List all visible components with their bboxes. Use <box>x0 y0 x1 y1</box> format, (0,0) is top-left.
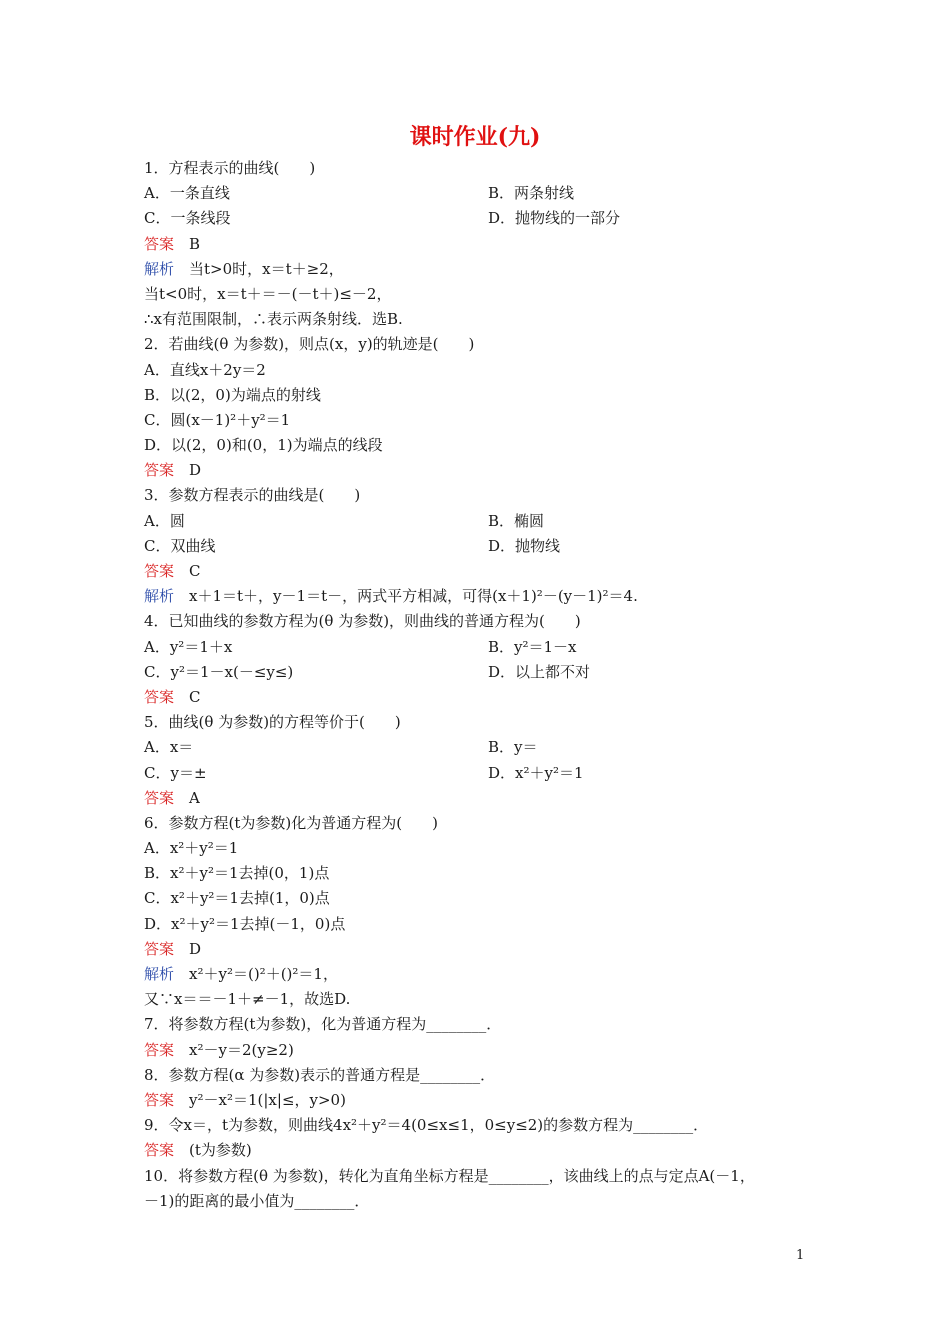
question-3-options-ab <box>144 509 824 534</box>
page-title: 课时作业(九) <box>409 124 541 150</box>
answer-label: 答案 <box>144 687 175 706</box>
question-6-analysis <box>144 962 824 987</box>
question-4-option-c: C．y²＝1－x(－≤y≤) <box>144 662 294 681</box>
question-1-analysis-line-3: ∴x有范围限制，∴表示两条射线．选B. <box>144 310 403 329</box>
page-number: 1 <box>796 1248 805 1263</box>
question-3-option-c: C．双曲线 <box>144 536 216 555</box>
answer-label: 答案 <box>144 939 175 958</box>
analysis-text: x＋1＝t＋，y－1＝t－，两式平方相减，可得(x＋1)²－(y－1)²＝4. <box>174 587 638 606</box>
analysis-text: x²＋y²＝()²＋()²＝1， <box>174 965 338 983</box>
answer-value: (t为参数) <box>174 1141 252 1160</box>
question-3-options-cd <box>144 534 824 559</box>
analysis-text: 当t>0时，x＝t＋≥2， <box>174 259 344 278</box>
question-4-option-a: A．y²＝1＋x <box>144 637 233 656</box>
question-6-option-c: C．x²＋y²＝1去掉(1，0)点 <box>144 889 330 908</box>
question-4-options-ab <box>144 635 824 660</box>
question-1-options-ab <box>144 181 824 206</box>
worksheet-content <box>144 156 824 1214</box>
question-1-option-a: A．一条直线 <box>144 184 230 203</box>
answer-label: 答案 <box>144 1090 175 1109</box>
answer-label: 答案 <box>144 562 175 580</box>
analysis-label: 解析 <box>144 587 175 606</box>
analysis-label: 解析 <box>144 965 175 983</box>
question-9-stem: 9．令x＝，t为参数，则曲线4x²＋y²＝4(0≤x≤1，0≤y≤2)的参数方程为________． <box>144 1116 709 1135</box>
question-5-answer <box>144 786 824 811</box>
question-2-option-a: A．直线x＋2y＝2 <box>144 360 266 379</box>
question-1-option-d: D．抛物线的一部分 <box>488 209 621 228</box>
answer-value: C <box>174 562 201 580</box>
question-2-option-d: D．以(2，0)和(0，1)为端点的线段 <box>144 436 383 455</box>
answer-label: 答案 <box>144 1040 175 1059</box>
question-4-stem: 4．已知曲线的参数方程为(θ 为参数)，则曲线的普通方程为( ) <box>144 612 581 631</box>
answer-value: x²－y＝2(y≥2) <box>174 1040 294 1059</box>
question-2-option-b: B．以(2，0)为端点的射线 <box>144 385 321 404</box>
question-4-option-d: D．以上都不对 <box>488 662 591 681</box>
question-6-stem: 6．参数方程(t为参数)化为普通方程为( ) <box>144 813 438 832</box>
analysis-label: 解析 <box>144 259 175 278</box>
question-7-stem: 7．将参数方程(t为参数)，化为普通方程为________． <box>144 1015 502 1034</box>
question-3-option-d: D．抛物线 <box>488 536 561 555</box>
question-2-option-c: C．圆(x－1)²＋y²＝1 <box>144 410 291 429</box>
question-5-option-b: B．y＝ <box>488 738 538 757</box>
question-1-option-b: B．两条射线 <box>488 184 575 203</box>
question-6-option-a: A．x²＋y²＝1 <box>144 839 239 858</box>
question-6-answer <box>144 937 824 962</box>
answer-value: B <box>174 234 201 253</box>
question-6-option-b: B．x²＋y²＝1去掉(0，1)点 <box>144 864 330 883</box>
question-3-analysis <box>144 584 824 609</box>
question-6-option-d: D．x²＋y²＝1去掉(－1，0)点 <box>144 914 346 933</box>
question-4-options-cd <box>144 660 824 685</box>
question-3-answer <box>144 559 824 584</box>
question-5-option-a: A．x＝ <box>144 738 194 757</box>
question-1-answer <box>144 232 824 257</box>
question-2-stem: 2．若曲线(θ 为参数)，则点(x，y)的轨迹是( ) <box>144 335 475 354</box>
question-2-answer <box>144 458 824 483</box>
question-1-option-c: C．一条线段 <box>144 209 231 228</box>
question-1-stem: 1．方程表示的曲线( ) <box>144 159 316 177</box>
question-3-stem: 3．参数方程表示的曲线是( ) <box>144 486 361 505</box>
question-5-option-c: C．y＝± <box>144 763 207 782</box>
question-6-analysis-line-2: 又∵x＝＝－1＋≠－1，故选D. <box>144 990 351 1009</box>
answer-label: 答案 <box>144 1141 175 1160</box>
question-1-analysis <box>144 257 824 282</box>
question-3-option-b: B．椭圆 <box>488 511 545 530</box>
question-10-stem-line-2: －1)的距离的最小值为________． <box>144 1191 370 1210</box>
answer-label: 答案 <box>144 461 175 480</box>
question-5-options-cd <box>144 761 824 786</box>
question-4-option-b: B．y²＝1－x <box>488 637 577 656</box>
answer-value: C <box>174 687 201 706</box>
question-8-stem: 8．参数方程(α 为参数)表示的普通方程是________． <box>144 1065 496 1084</box>
answer-label: 答案 <box>144 234 175 253</box>
answer-value: D <box>174 939 202 958</box>
question-1-options-cd <box>144 206 824 231</box>
answer-value: y²－x²＝1(|x|≤，y>0) <box>174 1090 346 1109</box>
question-5-stem: 5．曲线(θ 为参数)的方程等价于( ) <box>144 713 401 732</box>
answer-value: D <box>174 461 202 480</box>
question-4-answer <box>144 685 824 710</box>
question-10-stem: 10．将参数方程(θ 为参数)，转化为直角坐标方程是________，该曲线上的点与定点A(－1， <box>144 1166 755 1185</box>
answer-label: 答案 <box>144 788 175 807</box>
question-3-option-a: A．圆 <box>144 511 185 530</box>
question-7-answer <box>144 1038 824 1063</box>
question-5-options-ab <box>144 735 824 760</box>
question-5-option-d: D．x²＋y²＝1 <box>488 763 584 782</box>
question-8-answer <box>144 1088 824 1113</box>
question-9-answer <box>144 1138 824 1163</box>
question-1-analysis-line-2: 当t<0时，x＝t＋＝－(－t＋)≤－2， <box>144 284 392 303</box>
answer-value: A <box>174 788 200 807</box>
